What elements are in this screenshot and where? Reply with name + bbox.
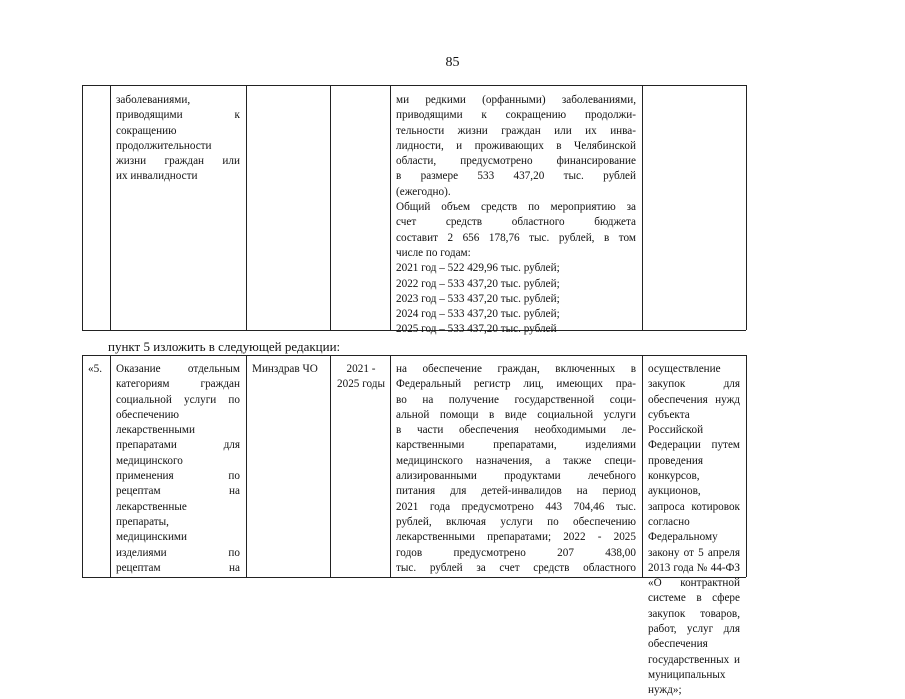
col-divider [82,355,83,577]
text-line: проведения конкурсов, аукционов, [648,454,703,498]
text-line: работ, услуг для обеспечения [648,623,740,651]
text-line: 2025 год – 533 437,20 тыс. рублей [396,323,557,336]
text-line: рецептам на [116,485,240,498]
text-line: тельности жизни граждан или их инва- [396,124,636,137]
col-divider [746,355,747,577]
text-line: 2021 года предусмотрено 443 704,46 тыс. [396,500,636,513]
text-line: медицинского [116,454,183,467]
text-line: нужд»; [648,684,682,697]
col-divider [642,355,643,577]
text-line: области, предусмотрено финансирование [396,155,636,168]
table-border-bottom [82,577,746,578]
top-col5-cell [396,93,636,338]
measure-name-cell [116,362,240,576]
text-line: заболеваниями, [116,94,191,106]
text-line: рублей, включая услуги по обеспечению [396,515,636,528]
text-line: лекарственными препаратами; 2022 - 2025 [396,531,636,544]
text-line: их инвалидности [116,170,198,183]
text-line: лекарственные [116,500,187,513]
col-divider [330,355,331,577]
text-line: 2021 год – 522 429,96 тыс. рублей; [396,262,560,275]
text-line: ми редкими (орфанными) заболеваниями, [396,94,636,106]
text-line: питания для детей-инвалидов на период [396,485,636,498]
executor-cell: Минздрав ЧО [252,363,318,375]
text-line: системе в сфере закупок товаров, [648,592,740,620]
col-divider [642,85,643,330]
text-line: категориям граждан [116,378,240,391]
text-line: препараты, [116,515,169,528]
text-line: альной помощи в виде социальной услуги [396,408,636,421]
text-line: Общий объем средств по мероприятию за [396,201,636,214]
col-divider [746,85,747,330]
text-line: Федеральный регистр лиц, имеющих пра- [396,378,636,391]
text-line: приводящими к сокращению продолжи- [396,109,636,122]
text-line: Оказание отдельным [116,363,240,375]
page-number: 85 [445,55,460,70]
text-line: счет средств областного бюджета [396,216,636,229]
text-line: 2024 год – 533 437,20 тыс. рублей; [396,308,560,321]
text-line: медицинского назначения, а также специ- [396,454,636,467]
text-line: Российской Федерации путем [648,424,740,452]
col-divider [110,85,111,330]
col-divider [110,355,111,577]
text-line: обеспечению [116,408,179,421]
funding-cell [396,362,636,576]
text-line: запроса котировок согласно [648,500,740,528]
table-border-top [82,85,746,86]
text-line: тыс. рублей за счет средств областного [396,561,636,574]
text-line: 2013 года № 44-ФЗ «О контрактной [648,561,740,590]
text-line: осуществление закупок для [648,363,740,391]
text-line: жизни граждан или [116,155,240,168]
period-line: 2025 годы [337,378,385,391]
text-line: 2023 год – 533 437,20 тыс. рублей; [396,292,560,305]
text-line: продолжительности [116,139,212,152]
period-line: 2021 - [346,363,376,375]
col-divider [82,85,83,330]
text-line: (ежегодно). [396,185,451,198]
text-line: в части обеспечения необходимыми ле- [396,424,636,437]
col-divider [390,85,391,330]
col-divider [330,85,331,330]
text-line: социальной услуги по [116,393,240,406]
text-line: рецептам на [116,561,240,574]
text-line: ализированными продуктами лечебного [396,470,636,483]
text-line: карственными препаратами, изделиями [396,439,636,452]
text-line: составит 2 656 178,76 тыс. рублей, в том [396,231,636,244]
text-line: изделиями по [116,546,240,559]
text-line: обеспечения нужд субъекта [648,393,740,421]
text-line: лекарственными [116,424,195,437]
text-line: 2022 год – 533 437,20 тыс. рублей; [396,277,560,290]
period-cell [334,362,388,393]
text-line: Федеральному закону от 5 апреля [648,531,740,559]
text-line: лидности, и проживающих в Челябинской [396,139,636,152]
row-number: «5. [88,363,102,375]
col-divider [390,355,391,577]
top-col2-cell [116,93,240,185]
text-line: во на получение государственной соци- [396,393,636,406]
text-line: государственных и муниципальных [648,653,740,681]
text-line: применения по [116,470,240,483]
result-cell [648,362,740,699]
text-line: приводящими к [116,109,240,122]
text-line: числе по годам: [396,246,471,259]
section-heading: пункт 5 изложить в следующей редакции: [108,339,341,354]
col-divider [246,85,247,330]
text-line: медицинскими [116,531,187,544]
text-line: в размере 533 437,20 тыс. рублей [396,170,636,183]
text-line: годов предусмотрено 207 438,00 [396,546,636,559]
col-divider [246,355,247,577]
table-border-top [82,355,746,356]
text-line: на обеспечение граждан, включенных в [396,363,636,375]
text-line: препаратами для [116,439,240,452]
text-line: сокращению [116,124,177,137]
